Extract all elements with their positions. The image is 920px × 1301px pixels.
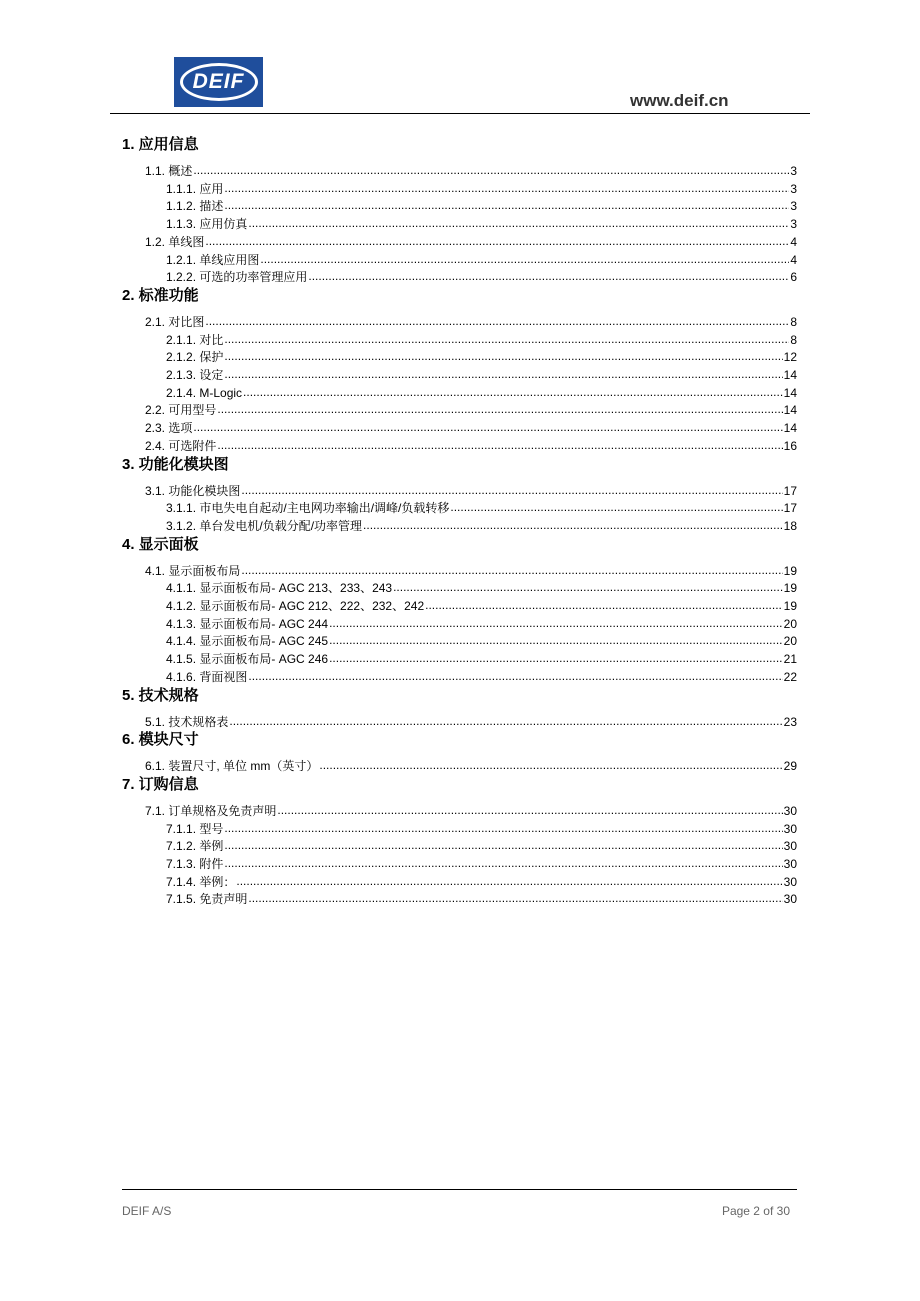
toc-dot-leader	[363, 517, 783, 533]
toc-entry-title: 4.1.3. 显示面板布局- AGC 244	[166, 616, 329, 631]
toc-entry-page: 8	[790, 314, 797, 329]
toc-entry[interactable]	[166, 616, 797, 632]
toc-entry-page: 3	[790, 217, 797, 232]
toc-entry[interactable]	[166, 500, 797, 516]
toc-dot-leader	[248, 668, 782, 684]
toc-dot-leader	[450, 499, 782, 515]
toc-entry-page: 21	[783, 652, 797, 667]
toc-dot-leader	[319, 757, 782, 773]
toc-entry[interactable]	[166, 856, 797, 872]
toc-dot-leader	[193, 419, 782, 435]
toc-entry[interactable]	[166, 874, 797, 890]
toc-entry[interactable]	[166, 633, 797, 649]
toc-entry-title: 7.1.5. 免责声明	[166, 892, 248, 907]
toc-entry[interactable]	[166, 891, 797, 907]
toc-entry-title: 2.1.3. 设定	[166, 368, 224, 382]
toc-entry[interactable]	[166, 669, 797, 685]
deif-logo	[174, 57, 263, 107]
toc-entry[interactable]	[145, 714, 797, 730]
toc-entry-title: 4.1. 显示面板布局	[145, 563, 241, 578]
toc-dot-leader	[205, 313, 789, 329]
toc-entry-page: 23	[783, 714, 797, 729]
toc-entry-title: 1.2. 单线图	[145, 234, 205, 249]
toc-entry[interactable]	[145, 758, 797, 774]
toc-dot-leader	[241, 482, 782, 498]
toc-entry-title: 4.1.6. 背面视图	[166, 669, 248, 684]
toc-section-heading: 6. 模块尺寸	[122, 731, 199, 749]
toc-dot-leader	[224, 820, 782, 836]
toc-dot-leader	[329, 650, 783, 666]
toc-entry-title: 2.3. 选项	[145, 421, 193, 436]
toc-entry[interactable]	[166, 349, 797, 365]
toc-entry-page: 12	[783, 350, 797, 365]
toc-entry-title: 4.1.2. 显示面板布局- AGC 212、222、232、242	[166, 599, 425, 613]
toc-dot-leader	[205, 233, 789, 249]
toc-entry-title: 7.1.1. 型号	[166, 821, 224, 836]
toc-entry-page: 16	[783, 438, 797, 453]
toc-entry[interactable]	[145, 420, 797, 436]
toc-entry-page: 30	[783, 803, 797, 818]
toc-entry-page: 3	[790, 181, 797, 196]
toc-entry-page: 22	[783, 669, 797, 684]
toc-dot-leader	[224, 348, 782, 364]
toc-entry-title: 3.1.2. 单台发电机/负载分配/功率管理	[166, 518, 363, 533]
toc-entry-title: 1.1.3. 应用仿真	[166, 217, 248, 232]
toc-entry[interactable]	[166, 838, 797, 854]
toc-entry-title: 4.1.1. 显示面板布局- AGC 213、233、243	[166, 581, 393, 596]
toc-dot-leader	[393, 579, 783, 595]
toc-entry-title: 2.1.1. 对比	[166, 332, 224, 347]
toc-entry-page: 19	[783, 581, 797, 596]
toc-dot-leader	[229, 713, 782, 729]
toc-entry-title: 7.1.2. 举例	[166, 839, 224, 854]
toc-section-heading: 4. 显示面板	[122, 535, 199, 553]
toc-entry-page: 30	[783, 874, 797, 889]
toc-entry-page: 14	[783, 421, 797, 436]
logo-text: DEIF	[192, 70, 245, 93]
toc-entry-title: 7.1. 订单规格及免责声明	[145, 803, 277, 818]
toc-entry[interactable]	[166, 580, 797, 596]
toc-entry-page: 14	[783, 385, 797, 400]
toc-entry[interactable]	[145, 163, 797, 179]
toc-dot-leader	[193, 162, 789, 178]
toc-dot-leader	[224, 180, 789, 196]
toc-entry-title: 1.1. 概述	[145, 164, 193, 178]
toc-entry-title: 1.1.2. 描述	[166, 199, 224, 214]
toc-entry-page: 30	[783, 892, 797, 907]
toc-entry[interactable]	[166, 216, 797, 232]
toc-dot-leader	[260, 251, 789, 267]
toc-entry[interactable]	[166, 598, 797, 614]
toc-entry-title: 7.1.3. 附件	[166, 857, 224, 871]
toc-entry[interactable]	[145, 563, 797, 579]
toc-entry[interactable]	[166, 269, 797, 285]
site-url: www.deif.cn	[630, 91, 729, 110]
toc-entry-title: 1.2.1. 单线应用图	[166, 252, 260, 267]
toc-entry-page: 6	[790, 270, 797, 285]
toc-dot-leader	[243, 384, 783, 400]
toc-entry-page: 30	[783, 839, 797, 854]
footer-page-number: Page 2 of 30	[721, 1204, 790, 1218]
toc-entry-page: 4	[790, 252, 797, 267]
toc-entry-page: 17	[783, 501, 797, 516]
footer-rule	[122, 1189, 797, 1190]
toc-entry[interactable]	[166, 367, 797, 383]
toc-entry[interactable]	[166, 198, 797, 214]
header-rule	[110, 113, 810, 114]
toc-entry-title: 3.1.1. 市电失电自起动/主电网功率输出/调峰/负载转移	[166, 501, 450, 516]
toc-entry-title: 4.1.5. 显示面板布局- AGC 246	[166, 652, 329, 667]
toc-dot-leader	[224, 855, 782, 871]
toc-entry-page: 19	[783, 563, 797, 578]
toc-entry-page: 20	[783, 616, 797, 631]
toc-entry-title: 7.1.4. 举例：	[166, 874, 236, 889]
toc-section-heading: 1. 应用信息	[122, 136, 199, 153]
toc-entry[interactable]	[166, 651, 797, 667]
toc-dot-leader	[236, 873, 782, 889]
toc-entry-page: 4	[790, 234, 797, 249]
toc-entry-title: 3.1. 功能化模块图	[145, 483, 241, 498]
toc-dot-leader	[425, 597, 783, 613]
toc-section-heading: 2. 标准功能	[122, 286, 199, 304]
toc-entry-title: 2.1.2. 保护	[166, 350, 224, 365]
toc-entry-page: 19	[783, 599, 797, 613]
toc-dot-leader	[248, 215, 789, 231]
toc-entry-page: 30	[783, 821, 797, 836]
toc-entry[interactable]	[166, 821, 797, 837]
toc-dot-leader	[224, 197, 789, 213]
toc-dot-leader	[224, 837, 782, 853]
toc-entry-page: 18	[783, 518, 797, 533]
toc-dot-leader	[217, 437, 782, 453]
toc-entry-title: 4.1.4. 显示面板布局- AGC 245	[166, 634, 329, 649]
toc-entry-page: 20	[783, 634, 797, 649]
toc-dot-leader	[217, 401, 782, 417]
toc-entry-title: 1.2.2. 可选的功率管理应用	[166, 270, 308, 285]
toc-entry-page: 14	[783, 368, 797, 382]
toc-entry-title: 2.1.4. M-Logic	[166, 385, 243, 400]
toc-dot-leader	[224, 331, 789, 347]
toc-entry-page: 3	[790, 199, 797, 214]
toc-dot-leader	[224, 366, 782, 382]
toc-entry-title: 1.1.1. 应用	[166, 181, 224, 196]
toc-entry-page: 3	[790, 164, 797, 178]
toc-entry[interactable]	[166, 518, 797, 534]
toc-section-heading: 5. 技术规格	[122, 686, 199, 704]
toc-entry-title: 6.1. 装置尺寸, 单位 mm（英寸）	[145, 759, 319, 774]
toc-dot-leader	[277, 802, 782, 818]
toc-section-heading: 3. 功能化模块图	[122, 455, 229, 473]
toc-entry-title: 2.4. 可选附件	[145, 438, 217, 453]
toc-dot-leader	[308, 268, 789, 284]
toc-dot-leader	[329, 632, 783, 648]
toc-dot-leader	[241, 562, 782, 578]
toc-entry[interactable]	[145, 402, 797, 418]
toc-entry[interactable]	[166, 181, 797, 197]
toc-dot-leader	[329, 615, 783, 631]
toc-entry-title: 2.2. 可用型号	[145, 403, 217, 418]
logo-oval	[180, 63, 258, 101]
toc-entry-page: 29	[783, 759, 797, 774]
toc-entry-title: 5.1. 技术规格表	[145, 714, 229, 729]
toc-entry-page: 14	[783, 403, 797, 418]
toc-entry[interactable]	[145, 483, 797, 499]
toc-entry-title: 2.1. 对比图	[145, 314, 205, 329]
toc-dot-leader	[248, 890, 782, 906]
toc-entry[interactable]	[166, 332, 797, 348]
footer-company: DEIF A/S	[122, 1204, 172, 1218]
toc-entry[interactable]	[145, 803, 797, 819]
toc-entry-page: 30	[783, 857, 797, 871]
toc-section-heading: 7. 订购信息	[122, 775, 199, 793]
toc-entry[interactable]	[166, 385, 797, 401]
toc-entry-page: 17	[783, 483, 797, 498]
toc-entry[interactable]	[166, 252, 797, 268]
toc-entry[interactable]	[145, 234, 797, 250]
toc-entry[interactable]	[145, 314, 797, 330]
toc-entry[interactable]	[145, 438, 797, 454]
toc-entry-page: 8	[790, 332, 797, 347]
